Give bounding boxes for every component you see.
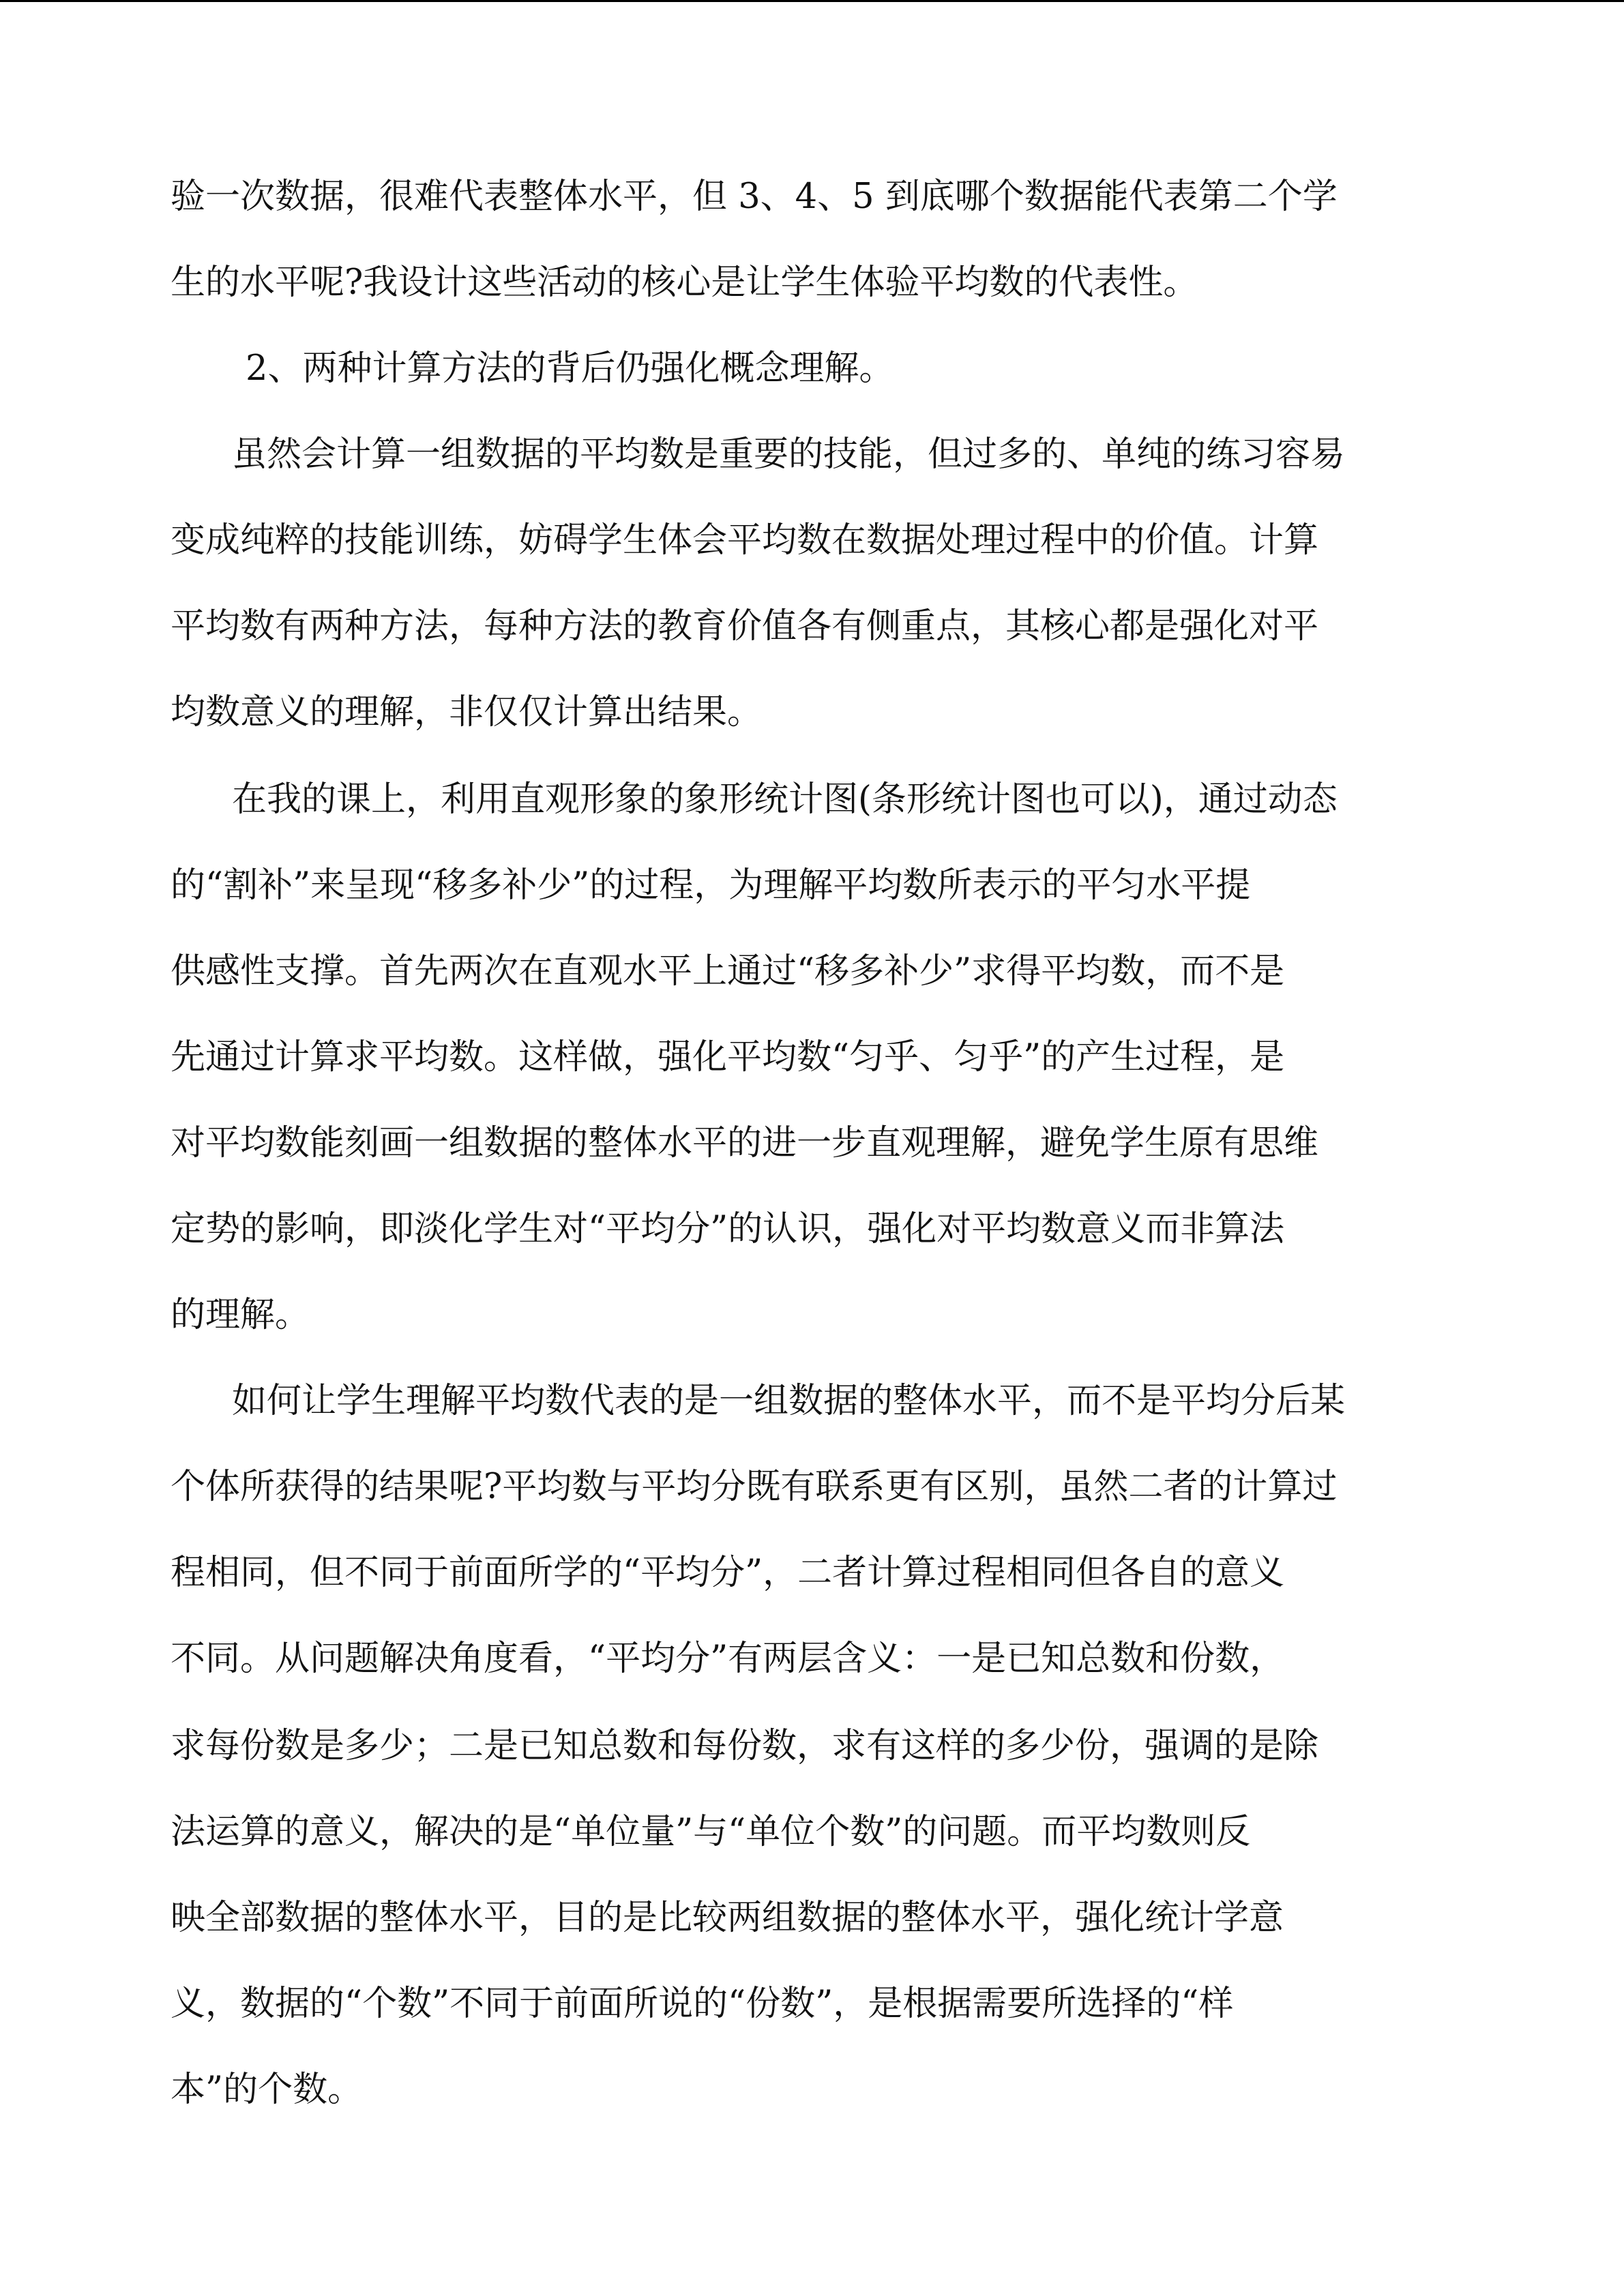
text-line-12: 对平均数能刻画一组数据的整体水平的进一步直观理解，避免学生原有思维 bbox=[171, 1123, 1319, 1163]
text-line-17: 程相同，但不同于前面所学的“平均分”，二者计算过程相同但各自的意义 bbox=[171, 1553, 1285, 1593]
text-line-21: 映全部数据的整体水平，目的是比较两组数据的整体水平，强化统计学意 bbox=[171, 1898, 1284, 1938]
page-top-border bbox=[0, 0, 1624, 2]
text-line-22: 义，数据的“个数”不同于前面所说的“份数”，是根据需要所选择的“样 bbox=[171, 1984, 1234, 2024]
text-line-10: 供感性支撑。首先两次在直观水平上通过“移多补少”求得平均数，而不是 bbox=[171, 951, 1285, 992]
text-line-19: 求每份数是多少；二是已知总数和每份数，求有这样的多少份，强调的是除 bbox=[171, 1726, 1319, 1766]
text-line-7: 均数意义的理解，非仅仅计算出结果。 bbox=[171, 692, 763, 732]
text-line-16: 个体所获得的结果呢?平均数与平均分既有联系更有区别，虽然二者的计算过 bbox=[171, 1467, 1338, 1507]
text-line-14: 的理解。 bbox=[171, 1295, 310, 1335]
text-line-20: 法运算的意义，解决的是“单位量”与“单位个数”的问题。而平均数则反 bbox=[171, 1812, 1251, 1852]
text-line-11: 先通过计算求平均数。这样做，强化平均数“匀乎、匀乎”的产生过程，是 bbox=[171, 1037, 1285, 1077]
text-line-8: 在我的课上，利用直观形象的象形统计图(条形统计图也可以)，通过动态 bbox=[232, 779, 1338, 820]
text-line-4: 虽然会计算一组数据的平均数是重要的技能，但过多的、单纯的练习容易 bbox=[232, 434, 1346, 475]
text-line-6: 平均数有两种方法，每种方法的教育价值各有侧重点，其核心都是强化对平 bbox=[171, 606, 1319, 646]
text-line-18: 不同。从问题解决角度看，“平均分”有两层含义：一是已知总数和份数， bbox=[171, 1639, 1285, 1679]
text-line-13: 定势的影响，即淡化学生对“平均分”的认识，强化对平均数意义而非算法 bbox=[171, 1209, 1285, 1249]
section-heading: 2、两种计算方法的背后仍强化概念理解。 bbox=[246, 348, 894, 389]
text-line-23: 本”的个数。 bbox=[171, 2070, 363, 2110]
text-line-5: 变成纯粹的技能训练，妨碍学生体会平均数在数据处理过程中的价值。计算 bbox=[171, 520, 1319, 561]
text-line-9: 的“割补”来呈现“移多补少”的过程，为理解平均数所表示的平匀水平提 bbox=[171, 865, 1251, 906]
text-line-2: 生的水平呢?我设计这些活动的核心是让学生体验平均数的代表性。 bbox=[171, 263, 1198, 303]
text-line-15: 如何让学生理解平均数代表的是一组数据的整体水平，而不是平均分后某 bbox=[232, 1381, 1346, 1421]
text-line-1: 验一次数据，很难代表整体水平，但 3、4、5 到底哪个数据能代表第二个学 bbox=[171, 177, 1338, 217]
